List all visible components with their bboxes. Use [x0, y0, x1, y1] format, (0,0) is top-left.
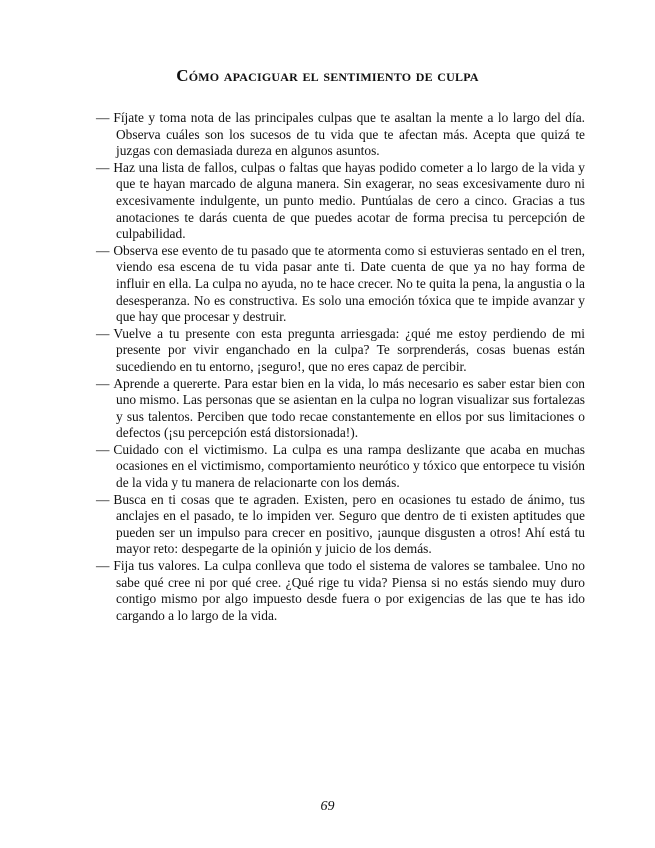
list-item-text: Observa ese evento de tu pasado que te atormenta como si estuvieras sentado en el tren, viendo esa escena de tu vida pasar ante ti. Date cuenta de que ya no hay forma de influir en ella. La culpa no ayuda, no te hace crecer. No te quita la pena, la angustia o la desesperanza. No es constructiva. Es solo una emoción tóxica que te impide avanzar y que hay que procesar y destruir.: [113, 242, 585, 325]
list-item: [96, 442, 585, 492]
list-item-text: Vuelve a tu presente con esta pregunta arriesgada: ¿qué me estoy perdiendo de mi presente por vivir enganchado en la culpa? Te sorprenderás, cosas buenas están sucediendo en tu entorno, ¡seguro!, que no eres capaz de percibir.: [113, 325, 585, 374]
em-dash: —: [96, 375, 110, 391]
em-dash: —: [96, 441, 110, 457]
em-dash: —: [96, 110, 110, 125]
list-item-text: Haz una lista de fallos, culpas o faltas que hayas podido cometer a lo largo de la vida y que te hayan marcado de alguna manera. Sin exagerar, no seas excesivamente duro ni excesivamente indulgente, un punto medio. Puntúalas de cero a cinco. Gracias a tus anotaciones te darás cuenta de que puedes acotar de forma precisa tu percepción de culpabilidad.: [113, 159, 585, 242]
list-item: [96, 326, 585, 376]
em-dash: —: [96, 159, 110, 175]
list-item: [96, 110, 585, 160]
list-item: [96, 558, 585, 624]
list-item-text: Aprende a quererte. Para estar bien en la vida, lo más necesario es saber estar bien con uno mismo. Las personas que se asientan en la culpa no logran visualizar sus fortalezas y sus talentos. Perciben que todo recae constantemente en ellos por sus limitaciones o defectos (¡su percepción está distorsionada!).: [113, 375, 585, 441]
list-item: [96, 492, 585, 558]
page-title: Cómo apaciguar el sentimiento de culpa: [176, 66, 479, 85]
list-item-text: Fíjate y toma nota de las principales culpas que te asaltan la mente a lo largo del día. Observa cuáles son los sucesos de tu vida que te afectan más. Acepta que quizá te juzgas con demasiada dureza en algunos asuntos.: [113, 110, 585, 159]
list-item-text: Busca en ti cosas que te agraden. Existen, pero en ocasiones tu estado de ánimo, tus anclajes en el pasado, te lo impiden ver. Seguro que dentro de ti existen aptitudes que pueden ser un impulso para crecer en positivo, ¡aunque disgusten a otros! Ahí está tu mayor reto: despegarte de la opinión y juicio de los demás.: [113, 491, 585, 557]
page-number: 69: [320, 799, 335, 814]
em-dash: —: [96, 558, 110, 574]
em-dash: —: [96, 325, 110, 341]
list-item-text: Fija tus valores. La culpa conlleva que todo el sistema de valores se tambalee. Uno no sabe qué cree ni por qué cree. ¿Qué rige tu vida? Piensa si no estás siendo muy duro contigo mismo por algo impuesto desde fuera o por exigencias de las que te has ido cargando a lo largo de la vida.: [113, 558, 585, 623]
list-item: [96, 376, 585, 442]
list-item: [96, 160, 585, 243]
em-dash: —: [96, 491, 110, 507]
advice-list: [96, 110, 585, 624]
list-item-text: Cuidado con el victimismo. La culpa es una rampa deslizante que acaba en muchas ocasiones en el victimismo, comportamiento neurótico y tóxico que entorpece tu visión de la vida y tu manera de relacionarte con los demás.: [113, 441, 585, 491]
em-dash: —: [96, 242, 110, 258]
list-item: [96, 243, 585, 326]
